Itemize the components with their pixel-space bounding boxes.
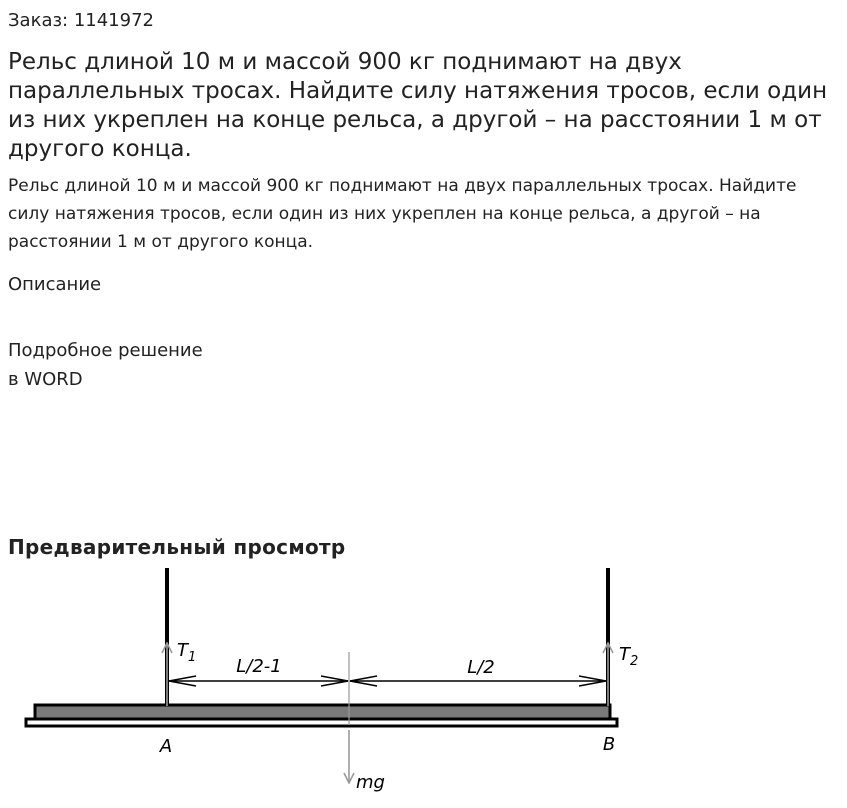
rail-diagram — [20, 565, 639, 800]
point-b-label: B — [602, 734, 616, 755]
description-label: Описание — [8, 274, 102, 295]
t2-label: $T_2$ — [619, 644, 639, 669]
solution-line-1: Подробное решение — [8, 340, 203, 361]
t1-label: $T_1$ — [177, 640, 197, 665]
solution-info — [8, 336, 203, 394]
problem-text: Рельс длиной 10 м и массой 900 кг поднимают на двух параллельных тросах. Найдите силу натяжения тросов, если один из них укреплен на конце рельса, а другой – на расстоянии 1 м от другого конца. — [8, 176, 797, 252]
problem-title: Рельс длиной 10 м и массой 900 кг поднимают на двух параллельных тросах. Найдите силу натяжения тросов, если один из них укреплен на конце рельса, а другой – на расстоянии 1 м от другого конца. — [8, 49, 828, 162]
left-distance-label: L/2-1 — [236, 656, 282, 677]
point-a-label: A — [159, 736, 173, 757]
right-distance-label: L/2 — [467, 657, 495, 678]
solution-line-2: в WORD — [8, 369, 83, 390]
preview-heading: Предварительный просмотр — [8, 535, 346, 559]
rail-base — [26, 719, 617, 726]
weight-label: mg — [356, 772, 385, 793]
rail-top — [35, 705, 610, 719]
order-number: Заказ: 1141972 — [8, 10, 154, 31]
